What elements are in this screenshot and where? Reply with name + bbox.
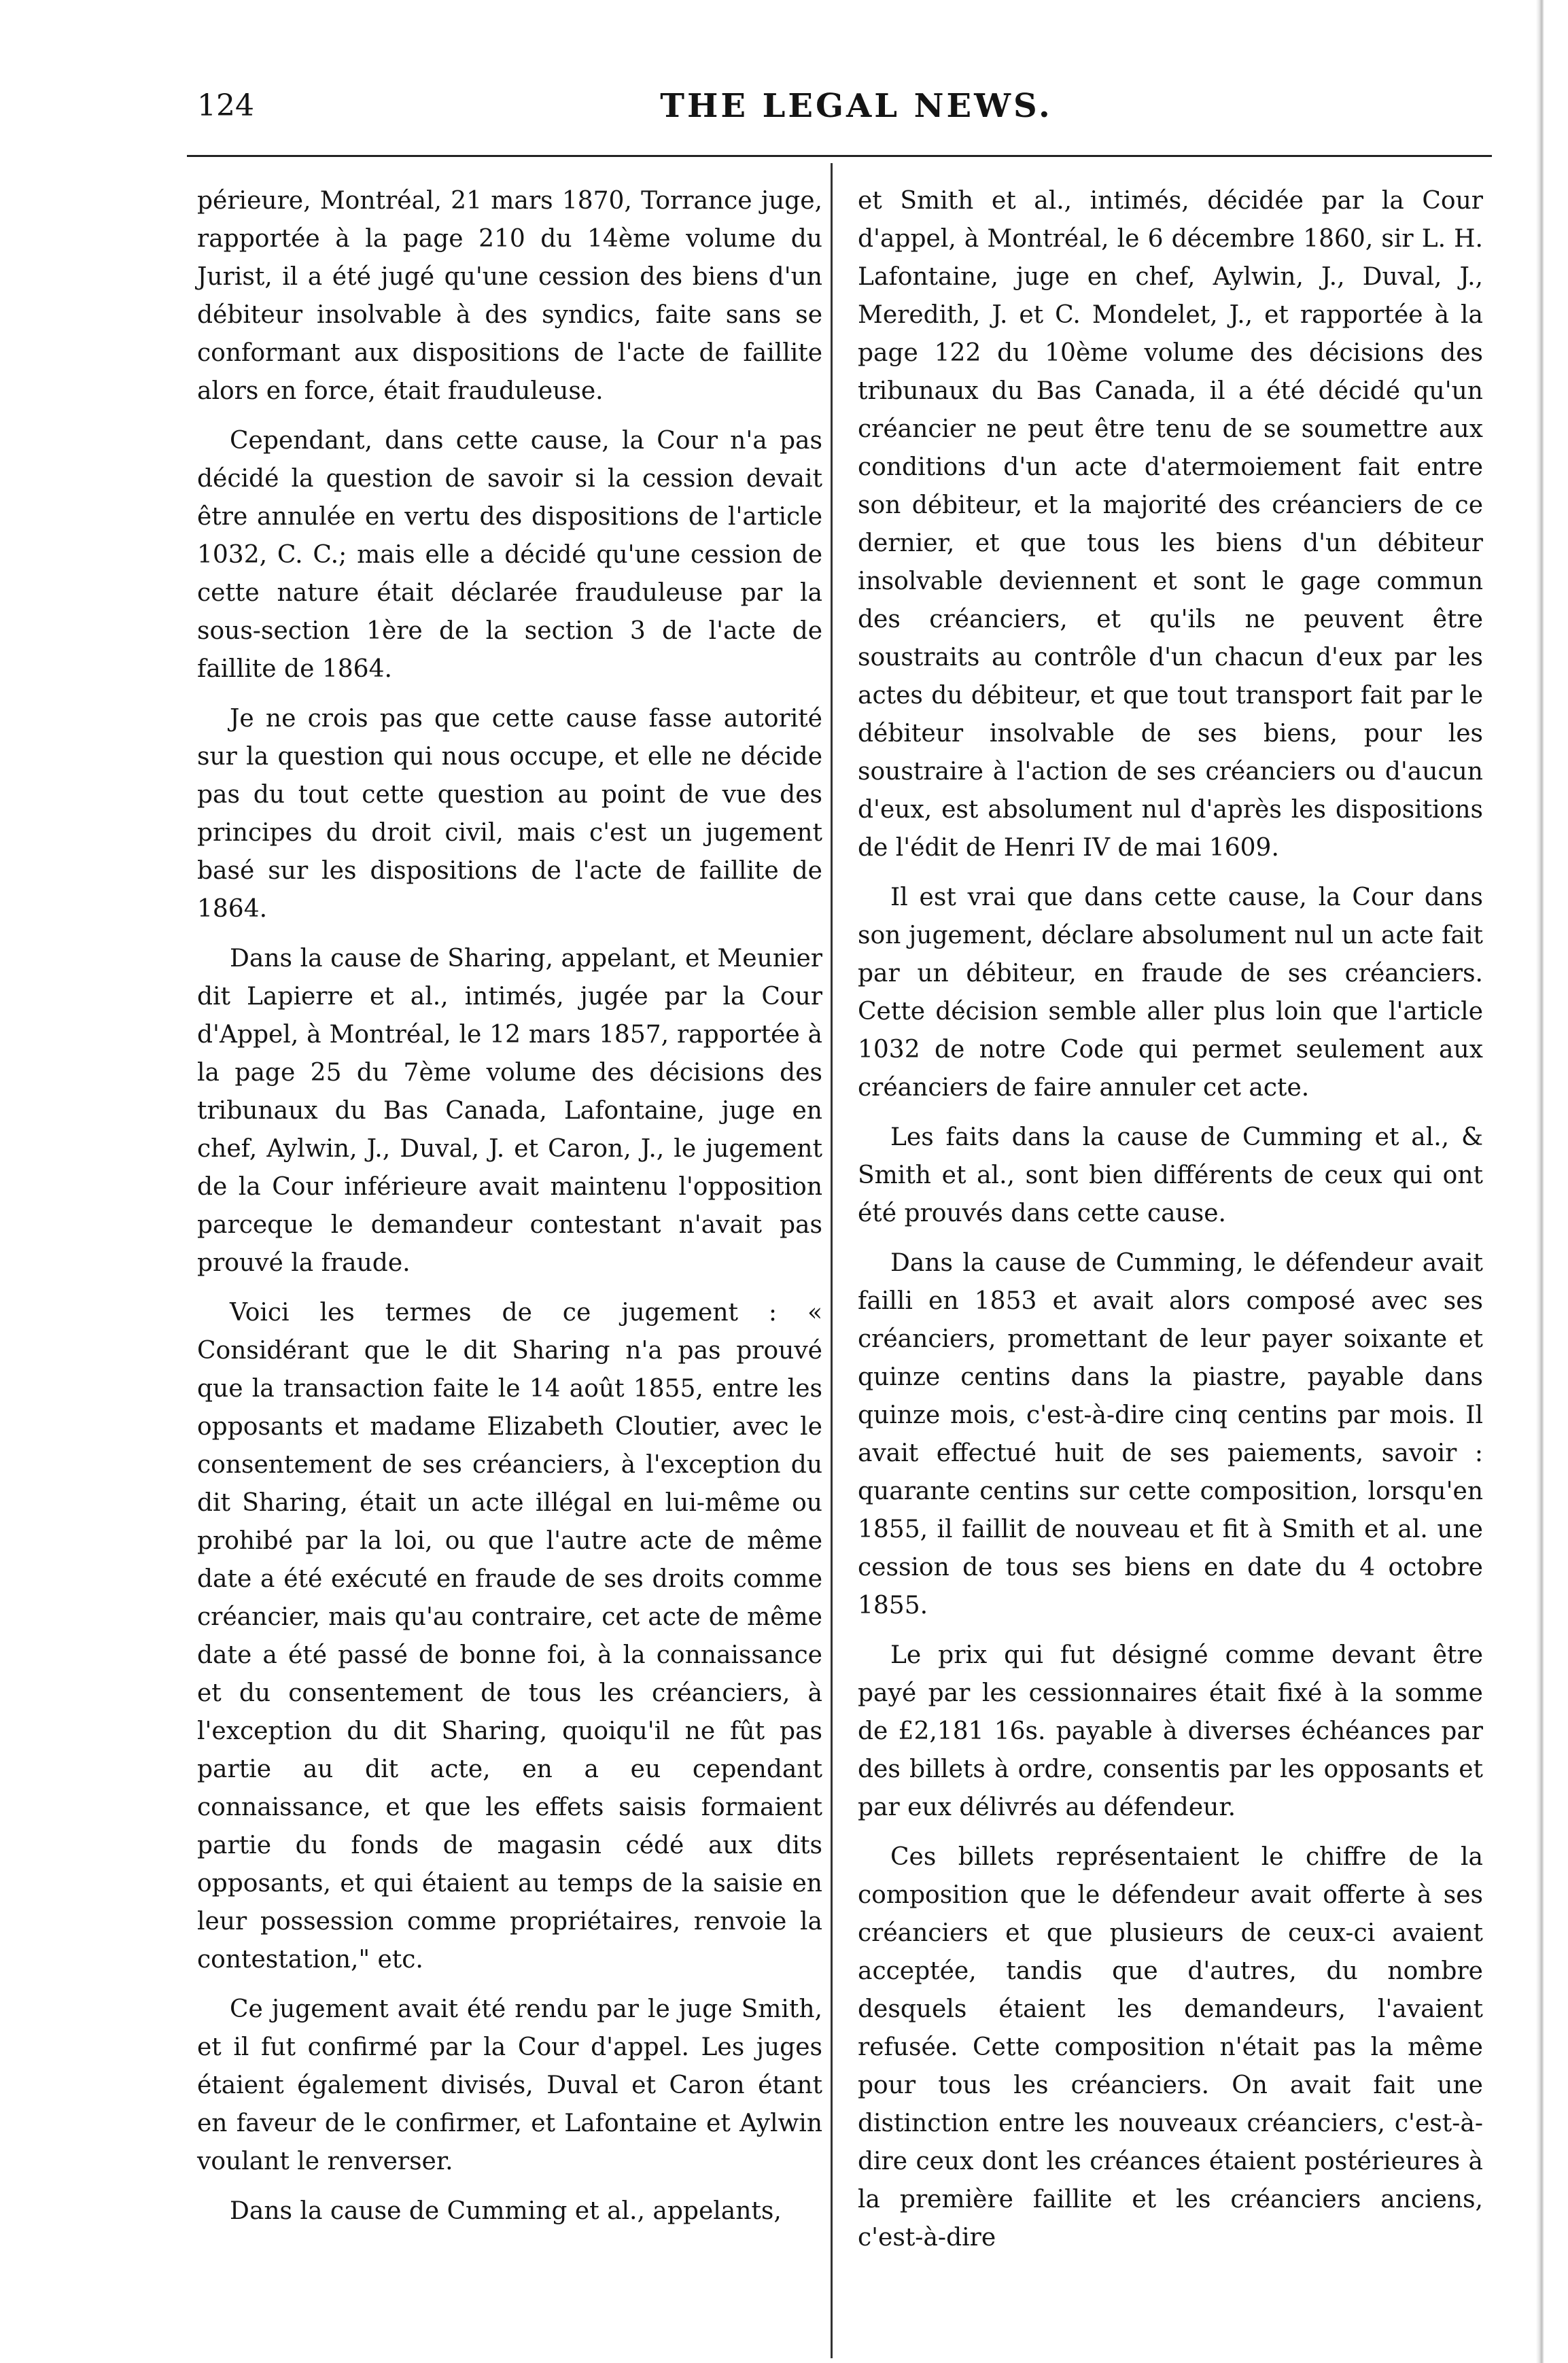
paragraph: Dans la cause de Sharing, appelant, et Meunier dit Lapierre et al., intimés, jugée par la Cour d'Appel, à Montréal, le 12 mars 1857, rapportée à la page 25 du 7ème volume des décisions des tribunaux du Bas Canada, Lafontaine, juge en chef, Aylwin, J., Duval, J. et Caron, J., le jugement de la Cour inférieure avait maintenu l'opposition parceque le demandeur contestant n'avait pas prouvé la fraude.: [197, 945, 822, 1277]
paragraph: Les faits dans la cause de Cumming et al., & Smith et al., sont bien différents de ceux qui ont été prouvés dans cette cause.: [858, 1123, 1483, 1227]
page-edge-shadow: [1536, 0, 1544, 2363]
paragraph: Ces billets représentaient le chiffre de la composition que le défendeur avait offerte à ses créanciers et que plusieurs de ceux-ci avaient acceptée, tandis que d'autres, du nombre desquels étaient les demandeurs, l'avaient refusée. Cette composition n'était pas la même pour tous les créanciers. On avait fait une distinction entre les nouveaux créanciers, c'est-à-dire ceux dont les créances étaient postérieures à la première faillite et les créanciers anciens, c'est-à-dire: [858, 1843, 1483, 2252]
header-rule: [187, 155, 1492, 157]
paragraph: Cependant, dans cette cause, la Cour n'a pas décidé la question de savoir si la cession devait être annulée en vertu des dispositions de l'article 1032, C. C.; mais elle a décidé qu'une cession de cette nature était déclarée frauduleuse par la sous-section 1ère de la section 3 de l'acte de faillite de 1864.: [197, 427, 822, 683]
right-column: [858, 182, 1483, 2257]
page-number: 124: [197, 88, 254, 123]
paragraph: Le prix qui fut désigné comme devant être payé par les cessionnaires était fixé à la somme de £2,181 16s. payable à diverses échéances par des billets à ordre, consentis par les opposants et par eux délivrés au défendeur.: [858, 1641, 1483, 1821]
running-header: [197, 87, 1488, 135]
paragraph: et Smith et al., intimés, décidée par la Cour d'appel, à Montréal, le 6 décembre 1860, sir L. H. Lafontaine, juge en chef, Aylwin, J., Duval, J., Meredith, J. et C. Mondelet, J., et rapportée à la page 122 du 10ème volume des décisions des tribunaux du Bas Canada, il a été décidé qu'un créancier ne peut être tenu de se soumettre aux conditions d'un acte d'atermoiement fait entre son débiteur, et la majorité des créanciers de ce dernier, et que tous les biens d'un débiteur insolvable deviennent et sont le gage commun des créanciers, et qu'ils ne peuvent être soustraits au contrôle d'un chacun d'eux par les actes du débiteur, et que tout transport fait par le débiteur insolvable de ses biens, pour les soustraire à l'action de ses créanciers ou d'aucun d'eux, est absolument nul d'après les dispositions de l'édit de Henri IV de mai 1609.: [858, 187, 1483, 862]
paragraph: Il est vrai que dans cette cause, la Cour dans son jugement, déclare absolument nul un acte fait par un débiteur, en fraude de ses créanciers. Cette décision semble aller plus loin que l'article 1032 de notre Code qui permet seulement aux créanciers de faire annuler cet acte.: [858, 883, 1483, 1102]
paragraph: Dans la cause de Cumming, le défendeur avait failli en 1853 et avait alors composé avec ses créanciers, promettant de leur payer soixante et quinze centins dans la piastre, payable dans quinze mois, c'est-à-dire cinq centins par mois. Il avait effectué huit de ses paiements, savoir : quarante centins sur cette composition, lorsqu'en 1855, il faillit de nouveau et fit à Smith et al. une cession de tous ses biens en date du 4 octobre 1855.: [858, 1249, 1483, 1620]
paragraph: périeure, Montréal, 21 mars 1870, Torrance juge, rapportée à la page 210 du 14ème volume du Jurist, il a été jugé qu'une cession des biens d'un débiteur insolvable à des syndics, faite sans se conformant aux dispositions de l'acte de faillite alors en force, était frauduleuse.: [197, 187, 822, 405]
left-column: [197, 182, 822, 2230]
running-title: THE LEGAL NEWS.: [660, 87, 1053, 125]
paragraph: Ce jugement avait été rendu par le juge Smith, et il fut confirmé par la Cour d'appel. Les juges étaient également divisés, Duval et Caron étant en faveur de le confirmer, et Lafontaine et Aylwin voulant le renverser.: [197, 1995, 822, 2175]
paragraph: Je ne crois pas que cette cause fasse autorité sur la question qui nous occupe, et elle ne décide pas du tout cette question au point de vue des principes du droit civil, mais c'est un jugement basé sur les dispositions de l'acte de faillite de 1864.: [197, 705, 822, 923]
column-divider: [831, 163, 833, 2358]
paragraph: Voici les termes de ce jugement : « Considérant que le dit Sharing n'a pas prouvé que la transaction faite le 14 août 1855, entre les opposants et madame Elizabeth Cloutier, avec le consentement de ses créanciers, à l'exception du dit Sharing, était un acte illégal en lui-même ou prohibé par la loi, ou que l'autre acte de même date a été exécuté en fraude de ses droits comme créancier, mais qu'au contraire, cet acte de même date a été passé de bonne foi, à la connaissance et du consentement de tous les créanciers, à l'exception du dit Sharing, quoiqu'il ne fût pas partie au dit acte, en a eu cependant connaissance, et que les effets saisis formaient partie du fonds de magasin cédé aux dits opposants, et qui étaient au temps de la saisie en leur possession comme propriétaires, renvoie la contestation," etc.: [197, 1299, 822, 1974]
paragraph: Dans la cause de Cumming et al., appelants,: [230, 2197, 782, 2225]
